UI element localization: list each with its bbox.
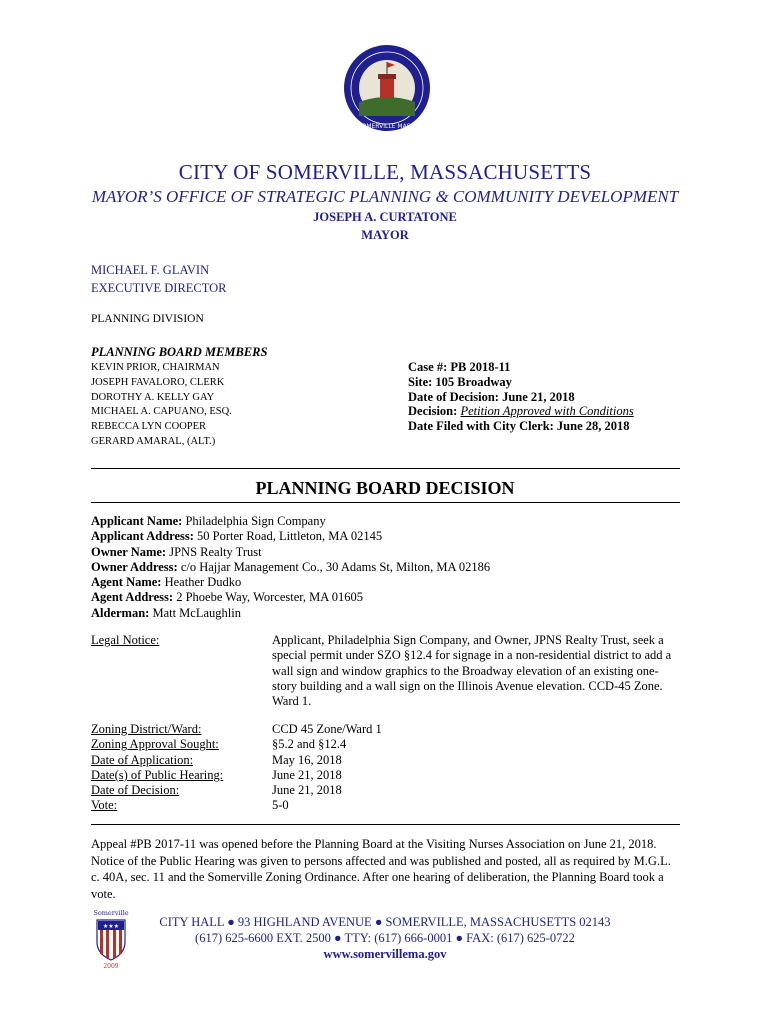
field-label: Applicant Address: bbox=[91, 529, 194, 544]
board-members-heading: PLANNING BOARD MEMBERS bbox=[91, 345, 268, 359]
planning-division: PLANNING DIVISION bbox=[91, 313, 204, 325]
board-member: DOROTHY A. KELLY GAY bbox=[91, 391, 215, 403]
zoning-label: Vote: bbox=[91, 798, 118, 813]
zoning-label: Zoning Approval Sought: bbox=[91, 737, 219, 752]
field-value: 2 Phoebe Way, Worcester, MA 01605 bbox=[176, 590, 364, 605]
zoning-value: CCD 45 Zone/Ward 1 bbox=[272, 722, 382, 736]
field-value: 50 Porter Road, Littleton, MA 02145 bbox=[197, 529, 383, 544]
field-label: Owner Name: bbox=[91, 544, 167, 559]
case-number: Case #: PB 2018-11 bbox=[408, 360, 511, 374]
field-label: Applicant Name: bbox=[91, 514, 183, 528]
case-date-of-decision: Date of Decision: June 21, 2018 bbox=[408, 389, 575, 404]
field-label: Alderman: bbox=[91, 605, 150, 620]
case-site: Site: 105 Broadway bbox=[408, 374, 512, 389]
applicant-block bbox=[91, 514, 490, 621]
case-date-filed: Date Filed with City Clerk: June 28, 2018 bbox=[408, 419, 630, 434]
zoning-label: Date(s) of Public Hearing: bbox=[91, 767, 224, 782]
decision-value: Petition Approved with Conditions bbox=[460, 404, 634, 419]
footer-phone: (617) 625-6600 EXT. 2500 ● TTY: (617) 666-0001 ● FAX: (617) 625-0722 bbox=[195, 931, 575, 945]
zoning-label: Date of Decision: bbox=[91, 783, 180, 798]
board-member: MICHAEL A. CAPUANO, ESQ. bbox=[91, 406, 232, 418]
board-members-list bbox=[91, 361, 232, 450]
field-value: Matt McLaughlin bbox=[152, 605, 241, 620]
zoning-label: Date of Application: bbox=[91, 752, 194, 767]
seal-text: SOMERVILLE MASS. bbox=[357, 123, 417, 130]
alderman bbox=[91, 606, 490, 621]
field-label: Agent Name: bbox=[91, 575, 162, 590]
divider bbox=[91, 502, 680, 503]
zoning-value: §5.2 and §12.4 bbox=[272, 737, 347, 752]
legal-notice-label: Legal Notice: bbox=[91, 633, 160, 647]
footer-address: CITY HALL ● 93 HIGHLAND AVENUE ● SOMERVILLE, MASSACHUSETTS 02143 bbox=[159, 915, 611, 929]
zoning-value: 5-0 bbox=[272, 798, 289, 813]
owner-name bbox=[91, 545, 490, 560]
field-value: c/o Hajjar Management Co., 30 Adams St, Milton, MA 02186 bbox=[180, 559, 491, 574]
executive-director-name: MICHAEL F. GLAVIN bbox=[91, 263, 210, 277]
zoning-values bbox=[272, 722, 382, 814]
field-label: Agent Address: bbox=[91, 590, 174, 605]
case-decision bbox=[408, 404, 634, 419]
footer-website-link[interactable]: www.somervillema.gov bbox=[323, 947, 447, 961]
zoning-value: June 21, 2018 bbox=[272, 783, 342, 798]
zoning-value: June 21, 2018 bbox=[272, 767, 342, 782]
logo-bottom-text: 2009 bbox=[103, 963, 119, 970]
city-title: CITY OF SOMERVILLE, MASSACHUSETTS bbox=[178, 160, 592, 184]
board-member: KEVIN PRIOR, CHAIRMAN bbox=[91, 362, 220, 373]
board-member: GERARD AMARAL, (ALT.) bbox=[91, 435, 216, 447]
case-info bbox=[408, 360, 634, 434]
board-member: JOSEPH FAVALORO, CLERK bbox=[91, 376, 225, 388]
applicant-address bbox=[91, 529, 490, 544]
board-member: REBECCA LYN COOPER bbox=[91, 421, 207, 433]
zoning-labels bbox=[91, 722, 223, 814]
field-value: Heather Dudko bbox=[164, 575, 242, 590]
owner-address bbox=[91, 560, 490, 575]
divider bbox=[91, 824, 680, 825]
agent-name bbox=[91, 575, 490, 590]
star-icon: ★★★ bbox=[102, 923, 120, 930]
agent-address bbox=[91, 590, 490, 605]
zoning-label: Zoning District/Ward: bbox=[91, 722, 202, 736]
city-seal bbox=[343, 44, 431, 132]
field-label: Owner Address: bbox=[91, 559, 178, 574]
decision-label: Decision: bbox=[408, 404, 458, 419]
field-value: Philadelphia Sign Company bbox=[185, 514, 326, 528]
mayor-title: MAYOR bbox=[361, 228, 409, 242]
legal-notice-text: Applicant, Philadelphia Sign Company, and Owner, JPNS Realty Trust, seek a special permit under SZO §12.4 for signage in a non-residential district to add a wall sign and window graphics to the Broadway elevation of an existing one-story building and a wall sign on the Illinois Avenue elevation. CCD-45 Zone. Ward 1. bbox=[272, 633, 672, 709]
decision-title: PLANNING BOARD DECISION bbox=[255, 478, 515, 498]
applicant-name bbox=[91, 514, 490, 529]
zoning-value: May 16, 2018 bbox=[272, 752, 342, 767]
executive-director-title: EXECUTIVE DIRECTOR bbox=[91, 281, 227, 295]
mayor-name: JOSEPH A. CURTATONE bbox=[313, 210, 457, 224]
field-value: JPNS Realty Trust bbox=[169, 544, 262, 559]
appeal-paragraph: Appeal #PB 2017-11 was opened before the Planning Board at the Visiting Nurses Association on June 21, 2018. Notice of the Public Hearing was given to persons affected and was published and posted, all as required by M.G.L. c. 40A, sec. 11 and the Somerville Zoning Ordinance. After one hearing of deliberation, the Planning Board took a vote. bbox=[91, 837, 671, 901]
logo-top-text: Somerville bbox=[93, 909, 129, 917]
office-title: MAYOR’S OFFICE OF STRATEGIC PLANNING & COMMUNITY DEVELOPMENT bbox=[91, 187, 679, 206]
divider bbox=[91, 468, 680, 469]
